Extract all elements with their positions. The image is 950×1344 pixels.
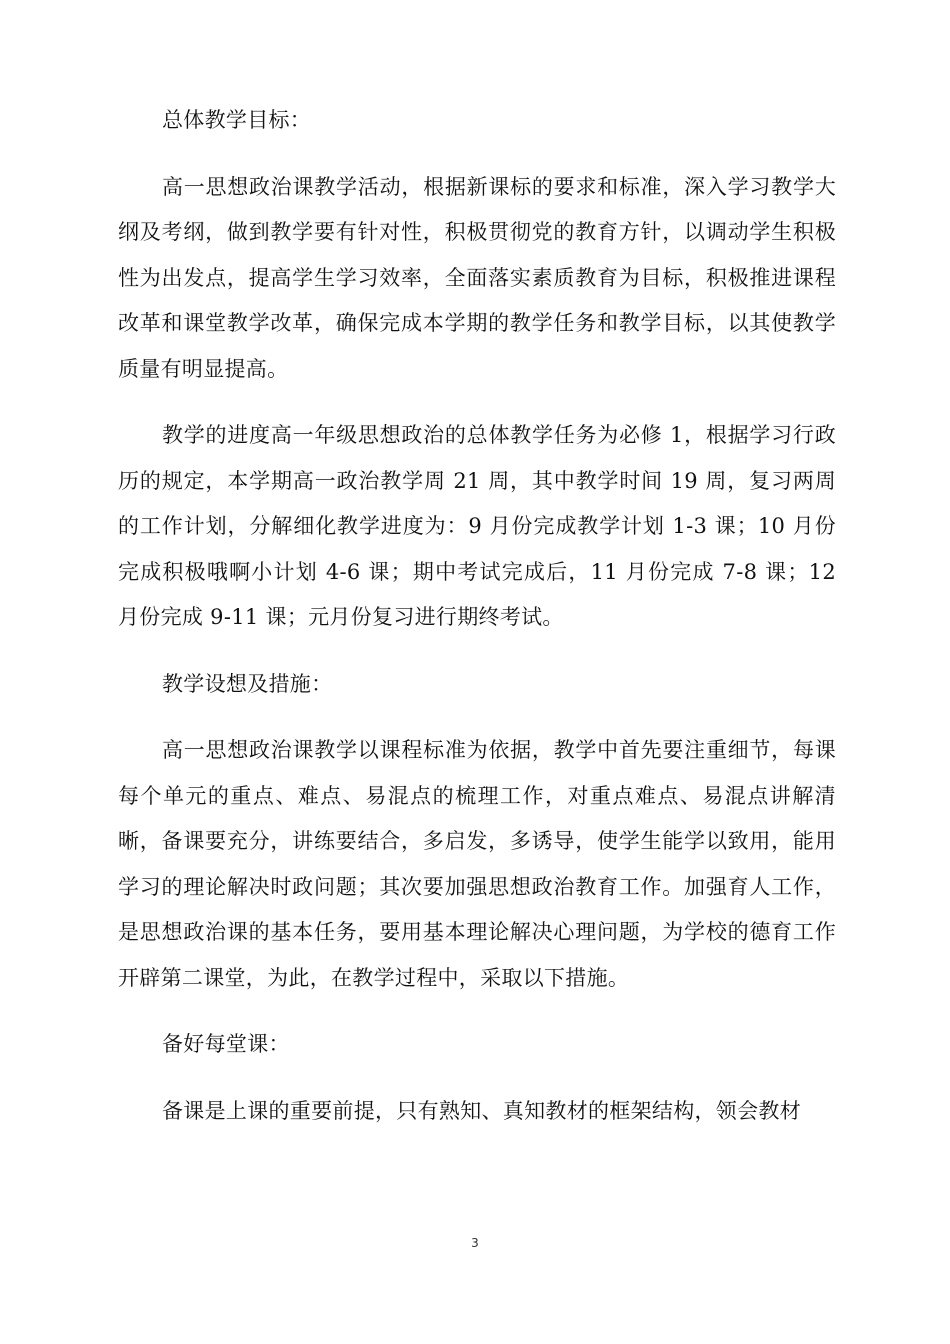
section-heading-teaching-measures: 教学设想及措施： <box>162 671 333 696</box>
document-body <box>118 98 836 1134</box>
section-heading-prepare-lessons: 备好每堂课： <box>162 1032 290 1056</box>
page-number: 3 <box>471 1236 479 1250</box>
paragraph-overall-goal: 高一思想政治课教学活动，根据新课标的要求和标准，深入学习教学大纲及考纲，做到教学要有针对性，积极贯彻党的教育方针，以调动学生积极性为出发点，提高学生学习效率，全面落实素质教育为目标，积极推进课程改革和课堂教学改革，确保完成本学期的教学任务和教学目标，以其使教学质量有明显提高。 <box>118 174 836 381</box>
paragraph-prepare-lessons: 备课是上课的重要前提，只有熟知、真知教材的框架结构，领会教材 <box>162 1098 801 1123</box>
paragraph-teaching-progress: 教学的进度高一年级思想政治的总体教学任务为必修 1，根据学习行政历的规定，本学期高一政治教学周 21 周，其中教学时间 19 周，复习两周的工作计划，分解细化教学进度为：9 月份完成教学计划 1-3 课；10 月份完成积极哦啊小计划 4-6 课；期中考试完成后，11 月份完成 7-8 课；12 月份完成 9-11 课；元月份复习进行期终考试。 <box>118 423 836 629</box>
paragraph-teaching-measures: 高一思想政治课教学以课程标准为依据，教学中首先要注重细节，每课每个单元的重点、难点、易混点的梳理工作，对重点难点、易混点讲解清晰，备课要充分，讲练要结合，多启发，多诱导，使学生能学以致用，能用学习的理论解决时政问题；其次要加强思想政治教育工作。加强育人工作，是思想政治课的基本任务，要用基本理论解决心理问题，为学校的德育工作开辟第二课堂，为此，在教学过程中，采取以下措施。 <box>118 738 836 990</box>
section-heading-overall-goal: 总体教学目标： <box>162 108 312 132</box>
